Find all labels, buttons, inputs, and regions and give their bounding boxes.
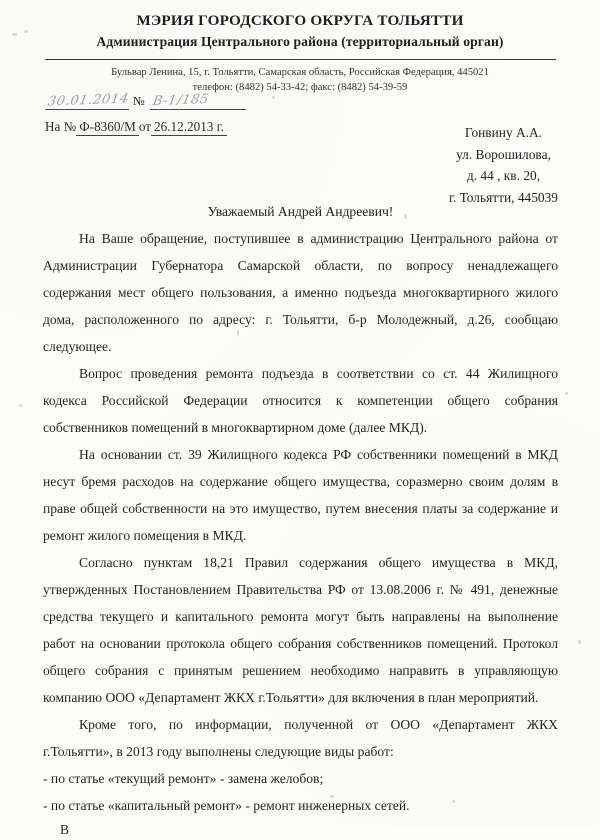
scan-speck	[237, 330, 239, 336]
cutoff-line: В	[60, 822, 70, 837]
letter-body	[43, 198, 558, 819]
outgoing-number-field	[150, 90, 246, 110]
incoming-number-value: Ф-8360/М	[76, 119, 139, 136]
phone-line: телефон: (8482) 54-33-42; факс: (8482) 54-39-59	[192, 82, 408, 94]
letterhead	[0, 0, 600, 95]
scan-speck	[578, 640, 581, 644]
department-subtitle: Администрация Центрального района (территориальный орган)	[96, 34, 504, 49]
outgoing-date-handwriting: 30.01.2014	[46, 91, 131, 110]
addressee-city: г. Тольятти, 445039	[448, 190, 558, 206]
header-divider	[45, 59, 556, 60]
paragraph-3: На основании ст. 39 Жилищного кодекса РФ собственники помещений в МКД несут бремя расходов на содержание общего имущества, соразмерно своим долям в праве общей собственности на это имущество, путем внесения платы за содержание и ремонт жилого помещения в МКД.	[43, 447, 558, 543]
outgoing-reference-line	[45, 88, 375, 110]
outgoing-number-handwriting: В-1/185	[151, 91, 210, 110]
addressee-street: ул. Ворошилова,	[456, 146, 551, 162]
organization-title: МЭРИЯ ГОРОДСКОГО ОКРУГА ТОЛЬЯТТИ	[136, 12, 464, 29]
paragraph-1: На Ваше обращение, поступившее в администрацию Центрального района от Администрации Губернатора Самарской области, по вопросу ненадлежащего содержания мест общего пользования, а именно подъезда многоквартирного жилого дома, расположенного по адресу: г. Тольятти, б-р Молодежный, д.26, сообщаю следующее.	[43, 231, 558, 354]
work-item-1: - по статье «текущий ремонт» - замена желобов;	[43, 771, 324, 786]
paragraph-5: Кроме того, по информации, полученной от ООО «Департамент ЖКХ г.Тольятти», в 2013 году выполнены следующие виды работ:	[43, 717, 558, 759]
scan-speck	[404, 214, 407, 219]
incoming-reference-line	[45, 119, 375, 135]
reference-block	[45, 88, 375, 135]
incoming-prefix-label: На №	[45, 119, 77, 134]
scan-speck	[565, 392, 568, 395]
scan-speck	[19, 404, 22, 407]
scan-speck	[24, 30, 28, 33]
address-line: Бульвар Ленина, 15, г. Тольятти, Самарская область, Российская Федерация, 445021	[111, 66, 489, 78]
scan-speck	[272, 96, 275, 99]
addressee-block	[449, 122, 558, 209]
scan-speck	[452, 800, 455, 803]
addressee-name: Гонвину А.А.	[464, 125, 543, 140]
salutation: Уважаемый Андрей Андреевич!	[207, 204, 394, 219]
outgoing-date-field	[45, 90, 129, 110]
incoming-date-value: 26.12.2013 г.	[151, 119, 227, 136]
work-item-2: - по статье «капитальный ремонт» - ремонт инженерных сетей.	[43, 798, 410, 813]
paragraph-2: Вопрос проведения ремонта подъезда в соответствии со ст. 44 Жилищного кодекса Российской Федерации относится к компетенции общего собрания собственников помещений в многоквартирном доме (далее МКД).	[43, 366, 558, 435]
paragraph-4: Согласно пунктам 18,21 Правил содержания общего имущества в МКД, утвержденных Постановлением Правительства РФ от 13.08.2006 г. № 491, денежные средства текущего и капитального ремонта могут быть направлены на выполнение работ на основании протокола общего собрания собственников помещений. Протокол общего собрания с принятым решением необходимо направить в управляющую компанию ООО «Департамент ЖКХ г.Тольятти» для включения в план мероприятий.	[43, 555, 558, 705]
number-sign: №	[133, 94, 145, 108]
scan-speck	[330, 795, 334, 798]
scan-speck	[12, 33, 17, 36]
addressee-building: д. 44 , кв. 20,	[466, 168, 541, 184]
incoming-date-prefix-label: от	[138, 119, 152, 134]
